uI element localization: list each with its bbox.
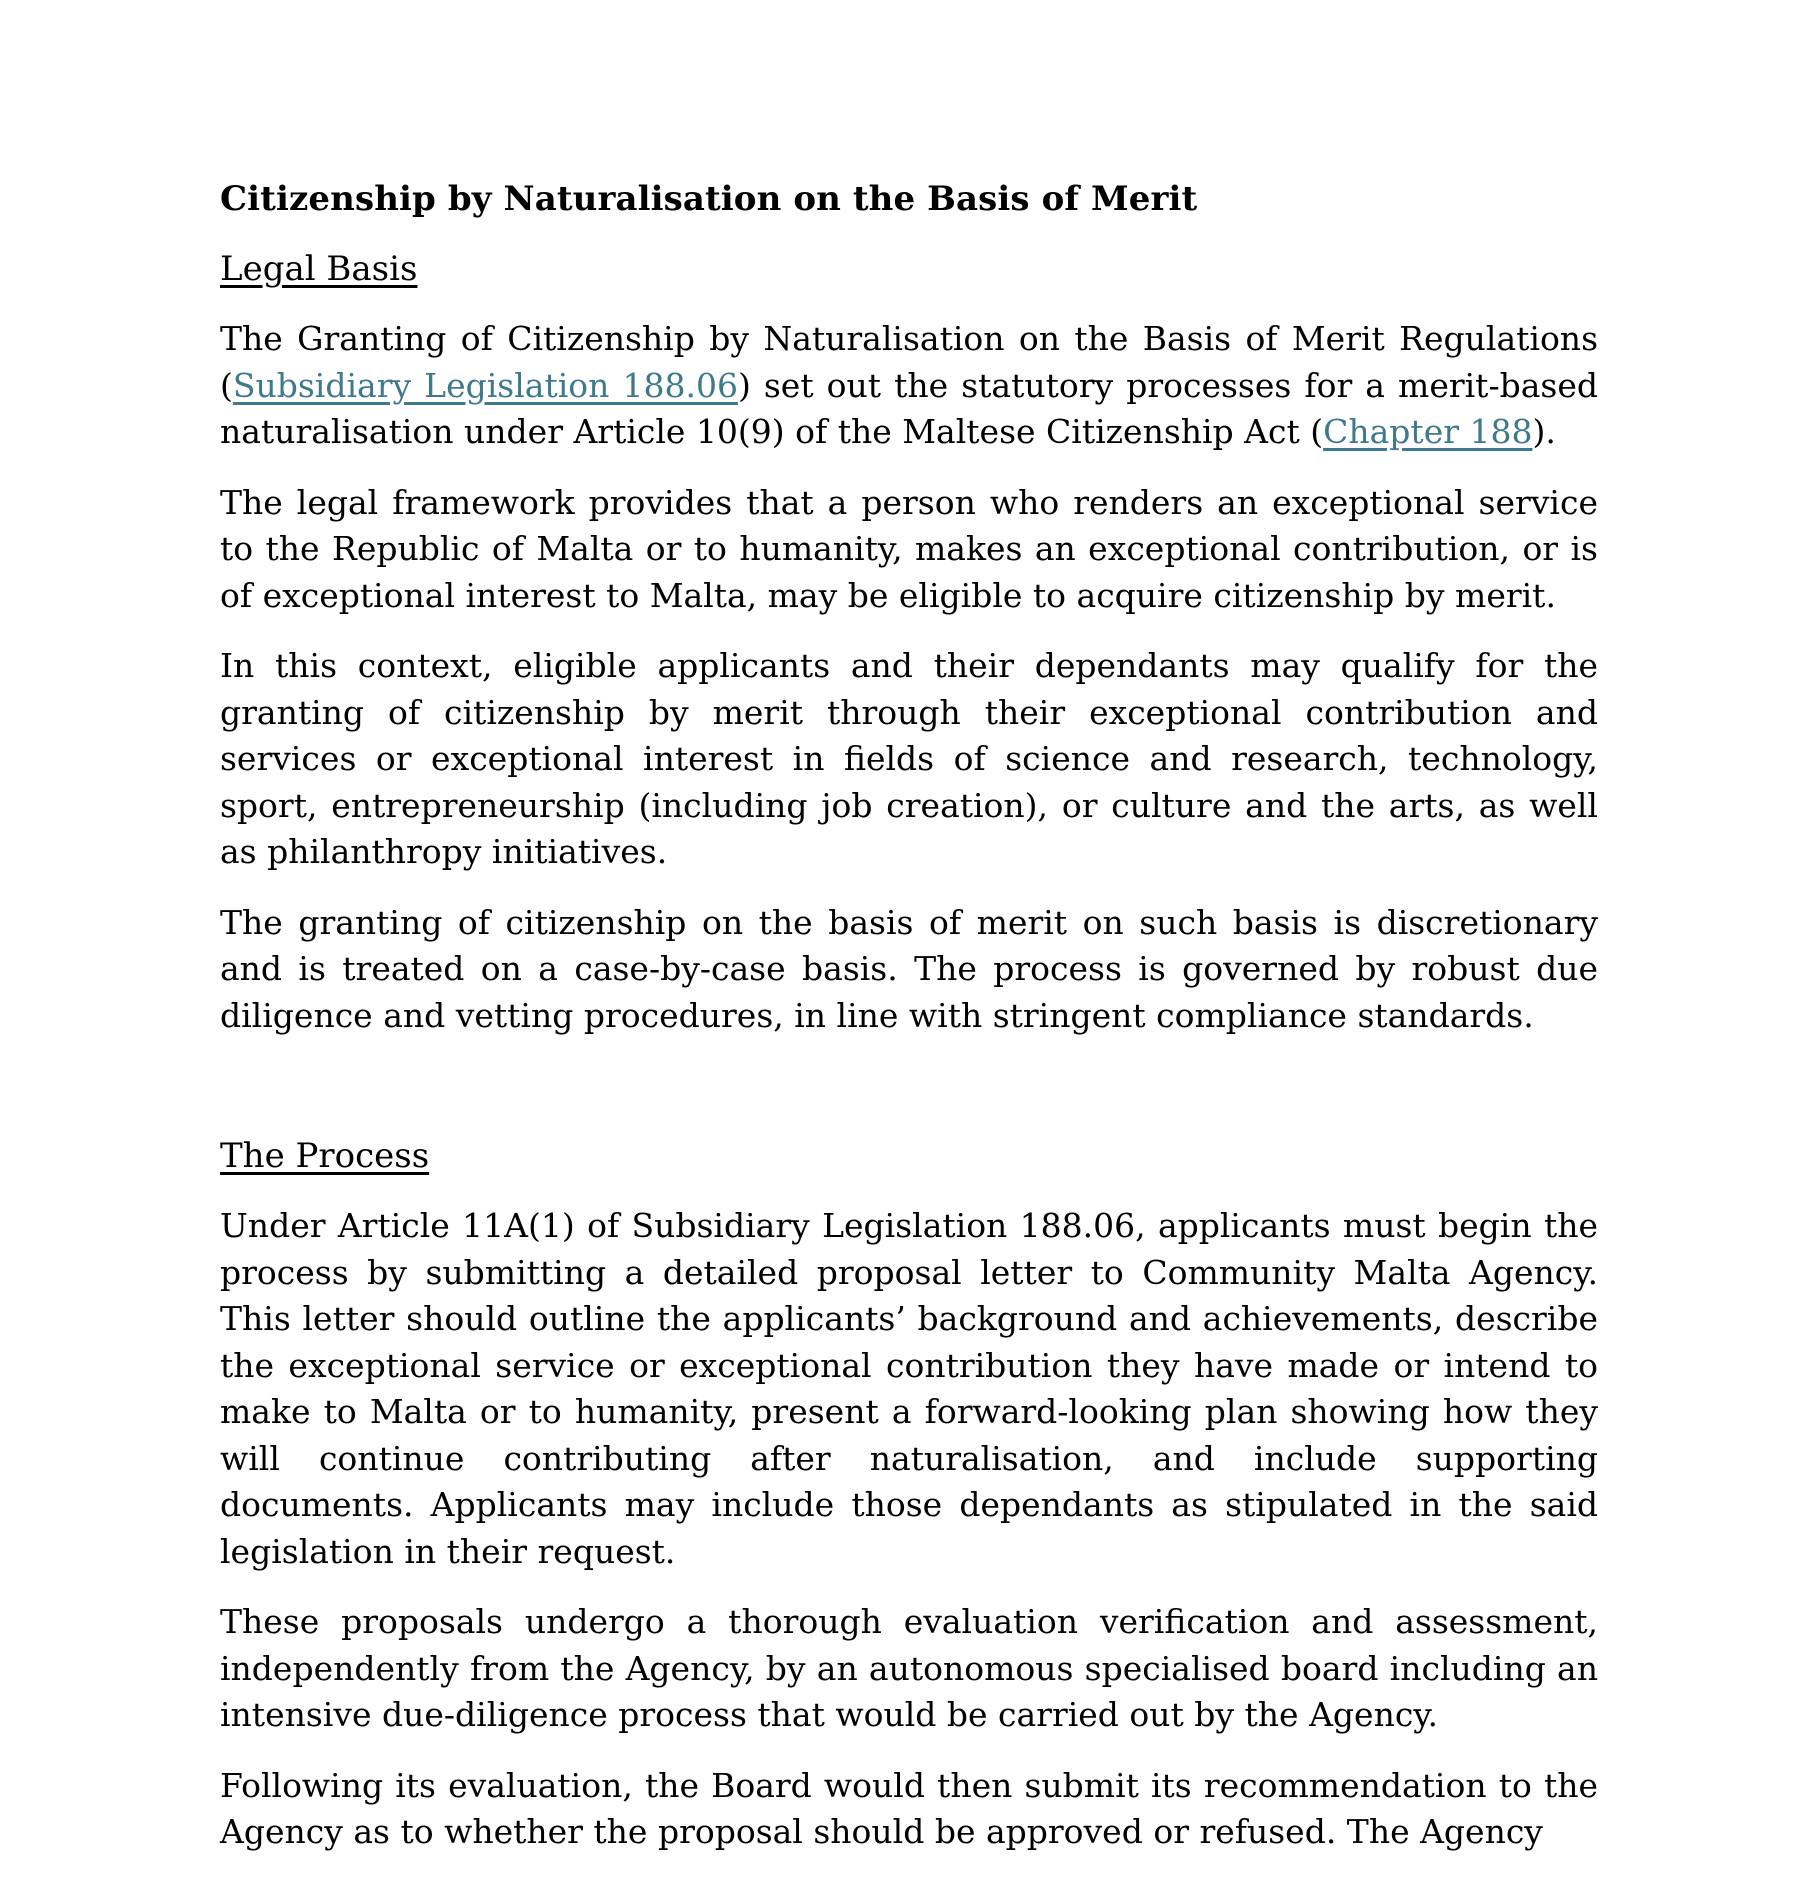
document-page: [220, 176, 1598, 1880]
paragraph-text: ).: [1532, 412, 1556, 451]
section-heading-process: The Process: [220, 1136, 430, 1176]
paragraph-legal-basis-3: In this context, eligible applicants and their dependants may qualify for the granting of citizenship by merit through their exceptional contribution and services or exceptional interest in fields of science and research, technology, sport, entrepreneurship (including job creation), or culture and the arts, as well as philanthropy initiatives.: [220, 646, 1598, 871]
section-spacer: [220, 1063, 1598, 1133]
paragraph-process-1: Under Article 11A(1) of Subsidiary Legislation 188.06, applicants must begin the process by submitting a detailed proposal letter to Community Malta Agency. This letter should outline the applicants’ background and achievements, describe the exceptional service or exceptional contribution they have made or intend to make to Malta or to humanity, present a forward-looking plan showing how they will continue contributing after naturalisation, and include supporting documents. Applicants may include those dependants as stipulated in the said legislation in their request.: [220, 1206, 1598, 1571]
paragraph-legal-basis-2: The legal framework provides that a person who renders an exceptional service to the Republic of Malta or to humanity, makes an exceptional contribution, or is of exceptional interest to Malta, may be eligible to acquire citizenship by merit.: [220, 482, 1598, 615]
paragraph-text: ) set out the statutory processes for a merit-based naturalisation under Article 10(9) of the Maltese Citizenship Act (: [220, 365, 1598, 451]
paragraph-process-2: These proposals undergo a thorough evaluation verification and assessment, independently from the Agency, by an autonomous specialised board including an intensive due-diligence process that would be carried out by the Agency.: [220, 1602, 1598, 1734]
paragraph-legal-basis-1: [220, 316, 1598, 456]
section-heading-legal-basis: Legal Basis: [220, 249, 418, 289]
paragraph-text: The Granting of Citizenship by Naturalisation on the Basis of Merit Regulations (: [220, 319, 1598, 405]
paragraph-legal-basis-4: The granting of citizenship on the basis of merit on such basis is discretionary and is treated on a case-by-case basis. The process is governed by robust due diligence and vetting procedures, in line with stringent compliance standards.: [220, 902, 1598, 1035]
link-subsidiary-legislation[interactable]: Subsidiary Legislation 188.06: [232, 365, 738, 405]
paragraph-process-3: Following its evaluation, the Board would then submit its recommendation to the Agency as to whether the proposal should be approved or refused. The Agency: [220, 1765, 1598, 1851]
document-title: Citizenship by Naturalisation on the Basis of Merit: [220, 179, 1198, 219]
link-chapter-188[interactable]: Chapter 188: [1323, 412, 1533, 451]
